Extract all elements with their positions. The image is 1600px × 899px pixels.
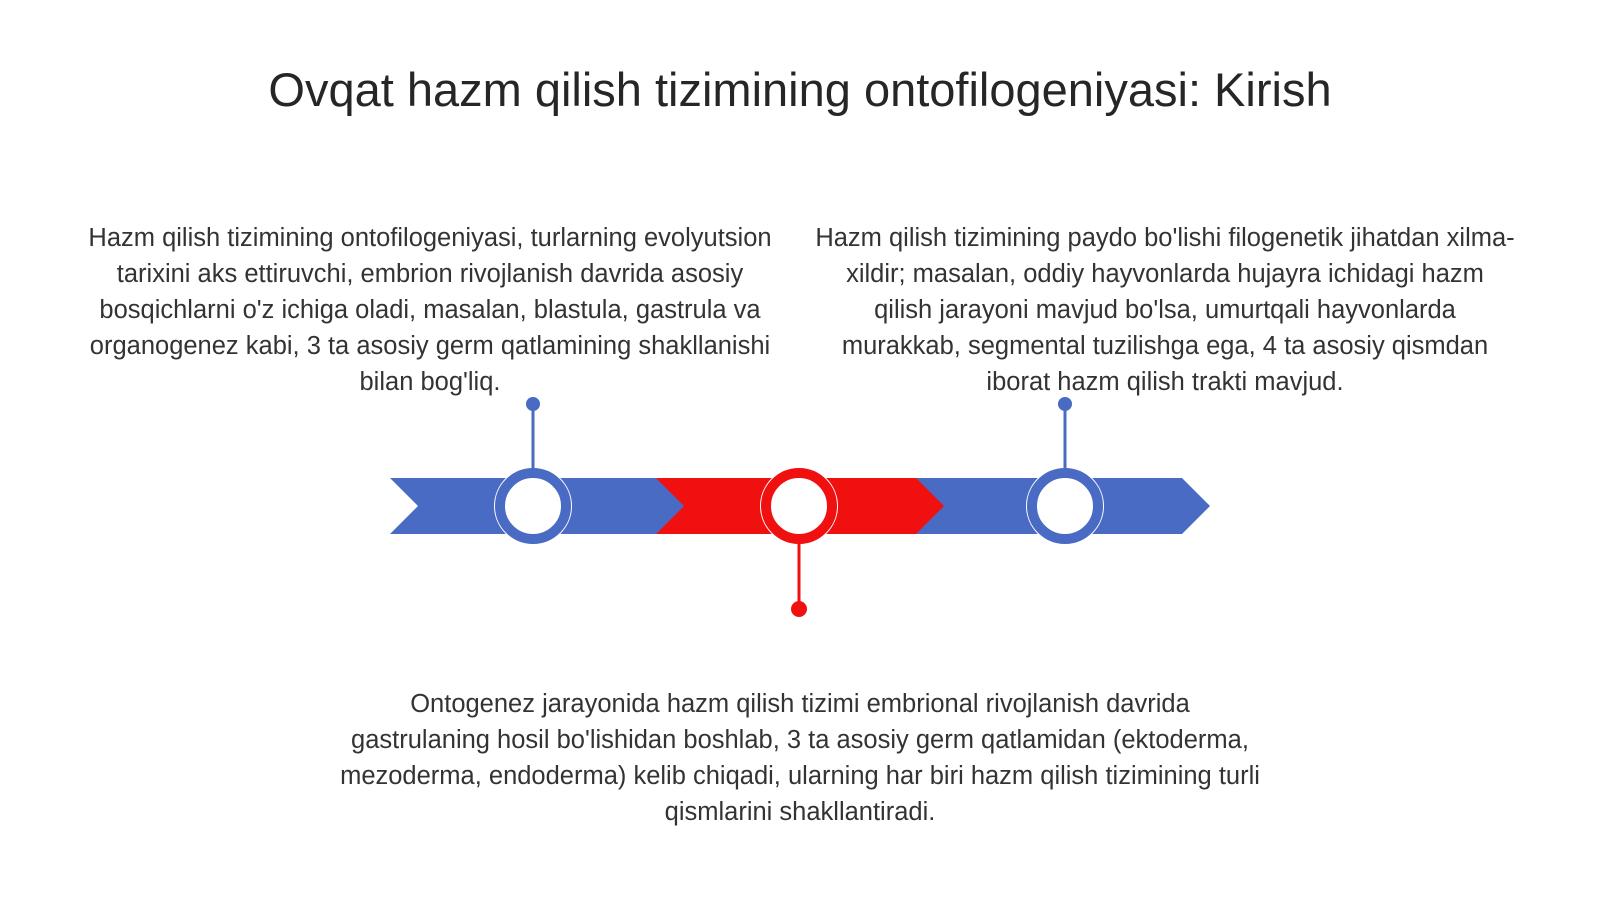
milestone-center-callout-dot bbox=[791, 601, 807, 617]
milestone-text-right: Hazm qilish tizimining paydo bo'lishi filogenetik jihatdan xilma-xildir; masalan, oddiy hayvonlarda hujayra ichidagi hazm qilish jarayoni mavjud bo'lsa, umurtqali hayvonlarda murakkab, segmental tuzilishga ega, 4 ta asosiy qismdan iborat hazm qilish trakti mavjud. bbox=[815, 224, 1515, 396]
milestone-left bbox=[494, 397, 572, 545]
milestone-left-callout-dot bbox=[526, 397, 540, 411]
milestone-text-left: Hazm qilish tizimining ontofilogeniyasi, turlarning evolyutsion tarixini aks ettiruvchi, embrion rivojlanish davrida asosiy bosqichlarni o'z ichiga oladi, masalan, blastula, gastrula va organogenez kabi, 3 ta asosiy germ qatlamining shakllanishi bilan bog'liq. bbox=[88, 224, 772, 396]
milestone-center bbox=[760, 467, 838, 617]
slide-title: Ovqat hazm qilish tizimining ontofilogeniyasi: Kirish bbox=[268, 63, 1332, 116]
milestone-right-callout-dot bbox=[1058, 397, 1072, 411]
milestone-text-center: Ontogenez jarayonida hazm qilish tizimi embrional rivojlanish davrida gastrulaning hosil bo'lishidan boshlab, 3 ta asosiy germ qatlamidan (ektoderma, mezoderma, endoderma) kelib chiqadi, ularning har biri hazm qilish tizimining turli qismlarini shakllantiradi. bbox=[340, 690, 1260, 826]
milestone-right bbox=[1026, 397, 1104, 545]
milestone-center-ring bbox=[766, 473, 832, 539]
milestone-left-ring bbox=[500, 473, 566, 539]
milestone-right-ring bbox=[1032, 473, 1098, 539]
